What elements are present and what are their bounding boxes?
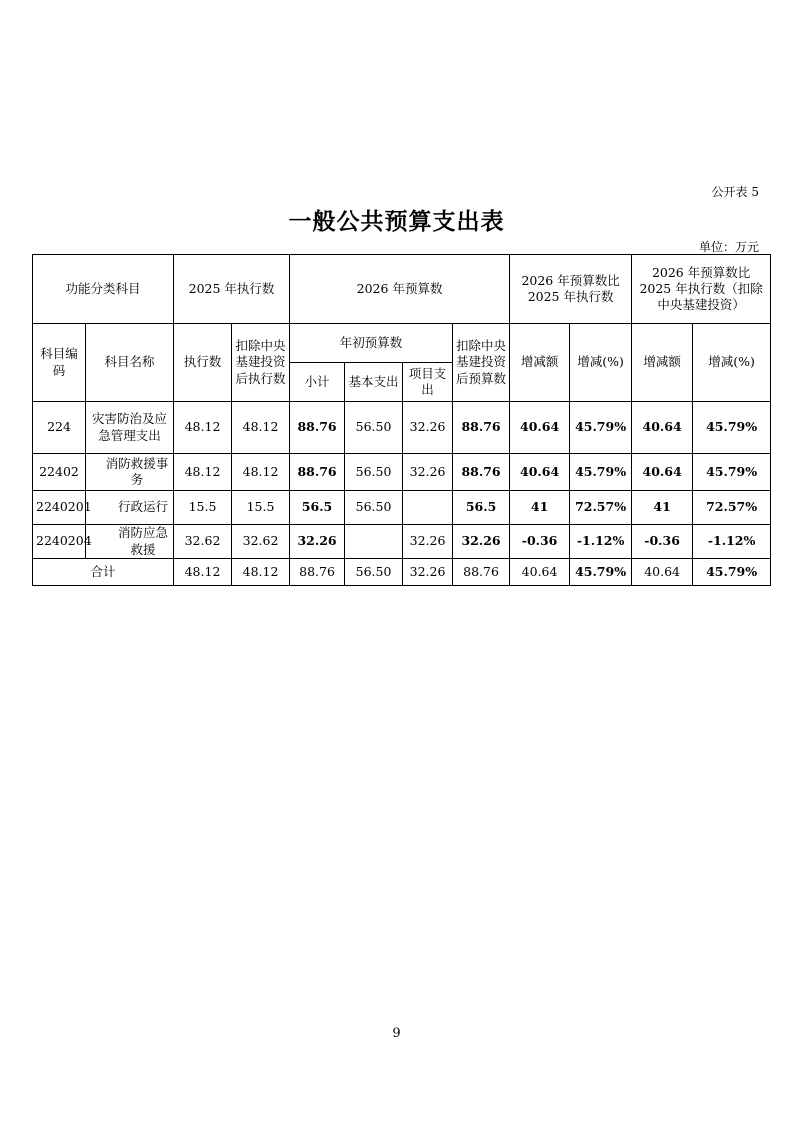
header-initial-budget: 年初预算数 xyxy=(290,324,453,363)
header-row-1 xyxy=(33,255,771,324)
row-exec-excl: 48.12 xyxy=(232,402,290,454)
budget-table xyxy=(32,254,771,586)
page-number: 9 xyxy=(392,1026,401,1041)
row-subtotal: 32.26 xyxy=(290,525,345,559)
total-row xyxy=(33,559,771,586)
unit-label: 单位：万元 xyxy=(698,240,759,254)
row-name: 消防救援事务 xyxy=(86,454,174,491)
row-change-amt2: 40.64 xyxy=(632,454,693,491)
header-row-2 xyxy=(33,324,771,363)
row-name: 行政运行 xyxy=(86,491,174,525)
row-name: 消防应急救援 xyxy=(86,525,174,559)
header-exec-2025: 2025 年执行数 xyxy=(174,255,290,324)
row-basic xyxy=(345,525,403,559)
row-code: 2240201 xyxy=(33,491,86,525)
total-basic: 56.50 xyxy=(345,559,403,586)
row-change-amt2: -0.36 xyxy=(632,525,693,559)
header-budget-excl: 扣除中央基建投资后预算数 xyxy=(453,324,510,402)
row-change-pct2: 72.57% xyxy=(693,491,771,525)
row-change-pct2: 45.79% xyxy=(693,402,771,454)
row-change-amt2: 41 xyxy=(632,491,693,525)
header-change-pct: 增减(%) xyxy=(570,324,632,402)
header-exec: 执行数 xyxy=(174,324,232,402)
header-subtotal: 小计 xyxy=(290,363,345,402)
row-budget-excl: 32.26 xyxy=(453,525,510,559)
row-project xyxy=(403,491,453,525)
header-name: 科目名称 xyxy=(86,324,174,402)
table-row xyxy=(33,525,771,559)
row-name: 灾害防治及应急管理支出 xyxy=(86,402,174,454)
total-budget-excl: 88.76 xyxy=(453,559,510,586)
row-exec: 15.5 xyxy=(174,491,232,525)
header-budget-2026: 2026 年预算数 xyxy=(290,255,510,324)
total-change-amt2: 40.64 xyxy=(632,559,693,586)
row-exec-excl: 48.12 xyxy=(232,454,290,491)
header-compare-excl: 2026 年预算数比 2025 年执行数（扣除中央基建投资） xyxy=(632,255,771,324)
total-change-amt: 40.64 xyxy=(510,559,570,586)
header-project: 项目支出 xyxy=(403,363,453,402)
row-change-amt: 40.64 xyxy=(510,454,570,491)
header-compare: 2026 年预算数比 2025 年执行数 xyxy=(510,255,632,324)
row-subtotal: 88.76 xyxy=(290,454,345,491)
total-change-pct: 45.79% xyxy=(570,559,632,586)
table-number: 公开表 5 xyxy=(711,185,759,199)
total-subtotal: 88.76 xyxy=(290,559,345,586)
table-row xyxy=(33,491,771,525)
total-change-pct2: 45.79% xyxy=(693,559,771,586)
row-exec-excl: 15.5 xyxy=(232,491,290,525)
row-change-amt2: 40.64 xyxy=(632,402,693,454)
table-row xyxy=(33,402,771,454)
row-subtotal: 56.5 xyxy=(290,491,345,525)
page-title: 一般公共预算支出表 xyxy=(288,209,505,235)
header-change-amt2: 增减额 xyxy=(632,324,693,402)
row-exec-excl: 32.62 xyxy=(232,525,290,559)
row-basic: 56.50 xyxy=(345,454,403,491)
row-budget-excl: 56.5 xyxy=(453,491,510,525)
row-code: 224 xyxy=(33,402,86,454)
row-exec: 48.12 xyxy=(174,402,232,454)
row-project: 32.26 xyxy=(403,454,453,491)
header-basic: 基本支出 xyxy=(345,363,403,402)
row-budget-excl: 88.76 xyxy=(453,454,510,491)
row-exec: 48.12 xyxy=(174,454,232,491)
row-project: 32.26 xyxy=(403,525,453,559)
row-change-pct2: 45.79% xyxy=(693,454,771,491)
row-basic: 56.50 xyxy=(345,402,403,454)
total-exec-excl: 48.12 xyxy=(232,559,290,586)
row-subtotal: 88.76 xyxy=(290,402,345,454)
row-code: 2240204 xyxy=(33,525,86,559)
row-change-amt: 40.64 xyxy=(510,402,570,454)
row-change-pct: -1.12% xyxy=(570,525,632,559)
row-change-pct2: -1.12% xyxy=(693,525,771,559)
row-change-pct: 45.79% xyxy=(570,454,632,491)
row-project: 32.26 xyxy=(403,402,453,454)
table-row xyxy=(33,454,771,491)
total-label: 合计 xyxy=(33,559,174,586)
row-change-pct: 72.57% xyxy=(570,491,632,525)
total-exec: 48.12 xyxy=(174,559,232,586)
header-change-amt: 增减额 xyxy=(510,324,570,402)
header-category: 功能分类科目 xyxy=(33,255,174,324)
row-change-amt: -0.36 xyxy=(510,525,570,559)
header-code: 科目编码 xyxy=(33,324,86,402)
header-exec-excl: 扣除中央基建投资后执行数 xyxy=(232,324,290,402)
total-project: 32.26 xyxy=(403,559,453,586)
header-change-pct2: 增减(%) xyxy=(693,324,771,402)
row-basic: 56.50 xyxy=(345,491,403,525)
row-change-pct: 45.79% xyxy=(570,402,632,454)
row-code: 22402 xyxy=(33,454,86,491)
row-budget-excl: 88.76 xyxy=(453,402,510,454)
row-change-amt: 41 xyxy=(510,491,570,525)
row-exec: 32.62 xyxy=(174,525,232,559)
